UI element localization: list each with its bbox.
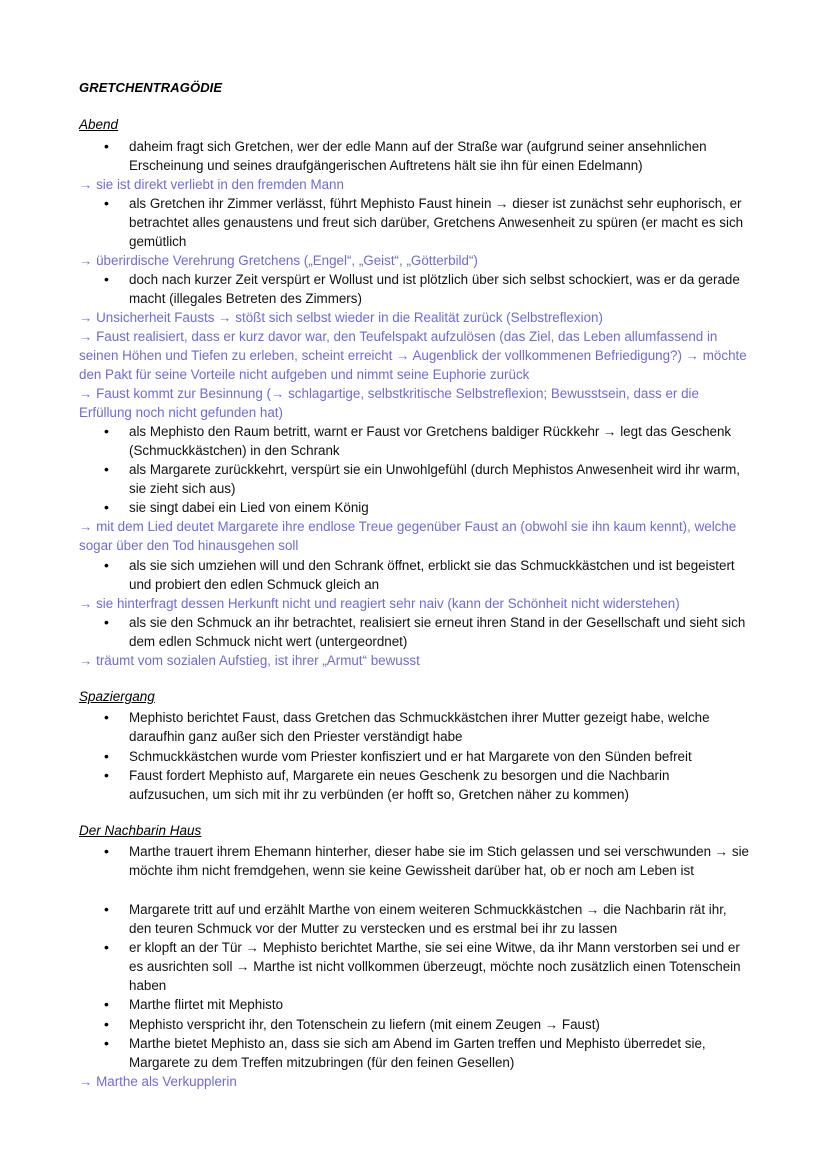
list-item: sie singt dabei ein Lied von einem König: [129, 500, 369, 515]
annotation-note: → Faust kommt zur Besinnung (→ schlagartige, selbstkritische Selbstreflexion; Bewusstsein, dass er die Erfüllung noch nicht gefunden hat): [79, 386, 699, 421]
list-item: Faust fordert Mephisto auf, Margarete ein neues Geschenk zu besorgen und die Nachbarin aufzusuchen, um sich mit ihr zu verbünden (er hofft so, Gretchen näher zu kommen): [129, 768, 670, 803]
annotation-note: → Unsicherheit Fausts → stößt sich selbst wieder in die Realität zurück (Selbstreflexion): [79, 310, 603, 325]
bullet-icon: •: [104, 1035, 109, 1051]
section-heading-abend: Abend: [79, 117, 119, 132]
annotation-note: → Faust realisiert, dass er kurz davor war, den Teufelspakt aufzulösen (das Ziel, das Leben allumfassend in seinen Höhen und Tiefen zu erleben, scheint erreicht → Augenblick der vollkommenen Befriedigung?) → möchte den Pakt für seine Vorteile nicht aufgeben und nimmt seine Euphorie zurück: [79, 329, 747, 383]
bullet-icon: •: [104, 423, 109, 439]
section-heading-spaziergang: Spaziergang: [79, 689, 155, 704]
list-item: Marthe flirtet mit Mephisto: [129, 997, 284, 1012]
annotation-note: → sie ist direkt verliebt in den fremden Mann: [79, 177, 344, 192]
bullet-icon: •: [104, 195, 109, 211]
list-item: Mephisto berichtet Faust, dass Gretchen das Schmuckkästchen ihrer Mutter gezeigt habe, welche daraufhin ganz außer sich den Priester verständigt habe: [129, 710, 710, 745]
list-item: Marthe trauert ihrem Ehemann hinterher, dieser habe sie im Stich gelassen und sei verschwunden → sie möchte ihm nicht fremdgehen, wenn sie keine Gewissheit darüber hat, ob er noch am Leben ist: [129, 844, 750, 879]
bullet-icon: •: [104, 843, 109, 859]
list-item: als sie den Schmuck an ihr betrachtet, realisiert sie erneut ihren Stand in der Gesellschaft und sieht sich dem edlen Schmuck nicht wert (untergeordnet): [129, 615, 746, 650]
list-item: als sie sich umziehen will und den Schrank öffnet, erblickt sie das Schmuckkästchen und ist begeistert und probiert den edlen Schmuck gleich an: [129, 558, 735, 593]
annotation-note: → träumt vom sozialen Aufstieg, ist ihrer „Armut“ bewusst: [79, 653, 420, 668]
annotation-note: → Marthe als Verkupplerin: [79, 1074, 237, 1089]
document-title: GRETCHENTRAGÖDIE: [79, 80, 223, 95]
list-item: daheim fragt sich Gretchen, wer der edle Mann auf der Straße war (aufgrund seiner ansehnlichen Erscheinung und seines draufgängerischen Auftretens hält sie ihn für einen Edelmann): [129, 139, 707, 174]
list-item: Marthe bietet Mephisto an, dass sie sich am Abend im Garten treffen und Mephisto überredet sie, Margarete zu dem Treffen mitzubringen (für den feinen Gesellen): [129, 1036, 706, 1071]
annotation-note: → mit dem Lied deutet Margarete ihre endlose Treue gegenüber Faust an (obwohl sie ihn kaum kennt), welche sogar über den Tod hinausgehen soll: [79, 519, 737, 554]
bullet-icon: •: [104, 767, 109, 783]
bullet-icon: •: [104, 939, 109, 955]
list-item: doch nach kurzer Zeit verspürt er Wollust und ist plötzlich über sich selbst schockiert, was er da gerade macht (illegales Betreten des Zimmers): [129, 272, 740, 307]
list-item: als Margarete zurückkehrt, verspürt sie ein Unwohlgefühl (durch Mephistos Anwesenheit wird ihr warm, sie zieht sich aus): [129, 462, 741, 497]
list-item: Schmuckkästchen wurde vom Priester konfisziert und er hat Margarete von den Sünden befreit: [129, 749, 692, 764]
bullet-icon: •: [104, 461, 109, 477]
bullet-icon: •: [104, 138, 109, 154]
bullet-icon: •: [104, 901, 109, 917]
list-item: Margarete tritt auf und erzählt Marthe von einem weiteren Schmuckkästchen → die Nachbarin rät ihr, den teuren Schmuck vor der Mutter zu verstecken und es erstmal bei ihr zu lassen: [129, 902, 727, 937]
section-heading-nachbarin-haus: Der Nachbarin Haus: [79, 823, 202, 838]
annotation-note: → sie hinterfragt dessen Herkunft nicht und reagiert sehr naiv (kann der Schönheit nicht widerstehen): [79, 596, 680, 611]
bullet-icon: •: [104, 709, 109, 725]
list-item: als Mephisto den Raum betritt, warnt er Faust vor Gretchens baldiger Rückkehr → legt das Geschenk (Schmuckkästchen) in den Schrank: [129, 424, 732, 459]
bullet-icon: •: [104, 996, 109, 1012]
bullet-icon: •: [104, 1016, 109, 1032]
list-item: Mephisto verspricht ihr, den Totenschein zu liefern (mit einem Zeugen → Faust): [129, 1017, 600, 1032]
bullet-icon: •: [104, 271, 109, 287]
bullet-icon: •: [104, 499, 109, 515]
bullet-icon: •: [104, 614, 109, 630]
list-item: als Gretchen ihr Zimmer verlässt, führt Mephisto Faust hinein → dieser ist zunächst sehr euphorisch, er betrachtet alles genaustens und freut sich darüber, Gretchens Anwesenheit zu spüren (er macht es sich gemütlich: [129, 196, 744, 250]
bullet-icon: •: [104, 557, 109, 573]
annotation-note: → überirdische Verehrung Gretchens („Engel“, „Geist“, „Götterbild“): [79, 253, 478, 268]
list-item: er klopft an der Tür → Mephisto berichtet Marthe, sie sei eine Witwe, da ihr Mann verstorben sei und er es ausrichten soll → Marthe ist nicht vollkommen überzeugt, möchte noch zusätzlich einen Totenschein haben: [129, 940, 741, 994]
bullet-icon: •: [104, 748, 109, 764]
